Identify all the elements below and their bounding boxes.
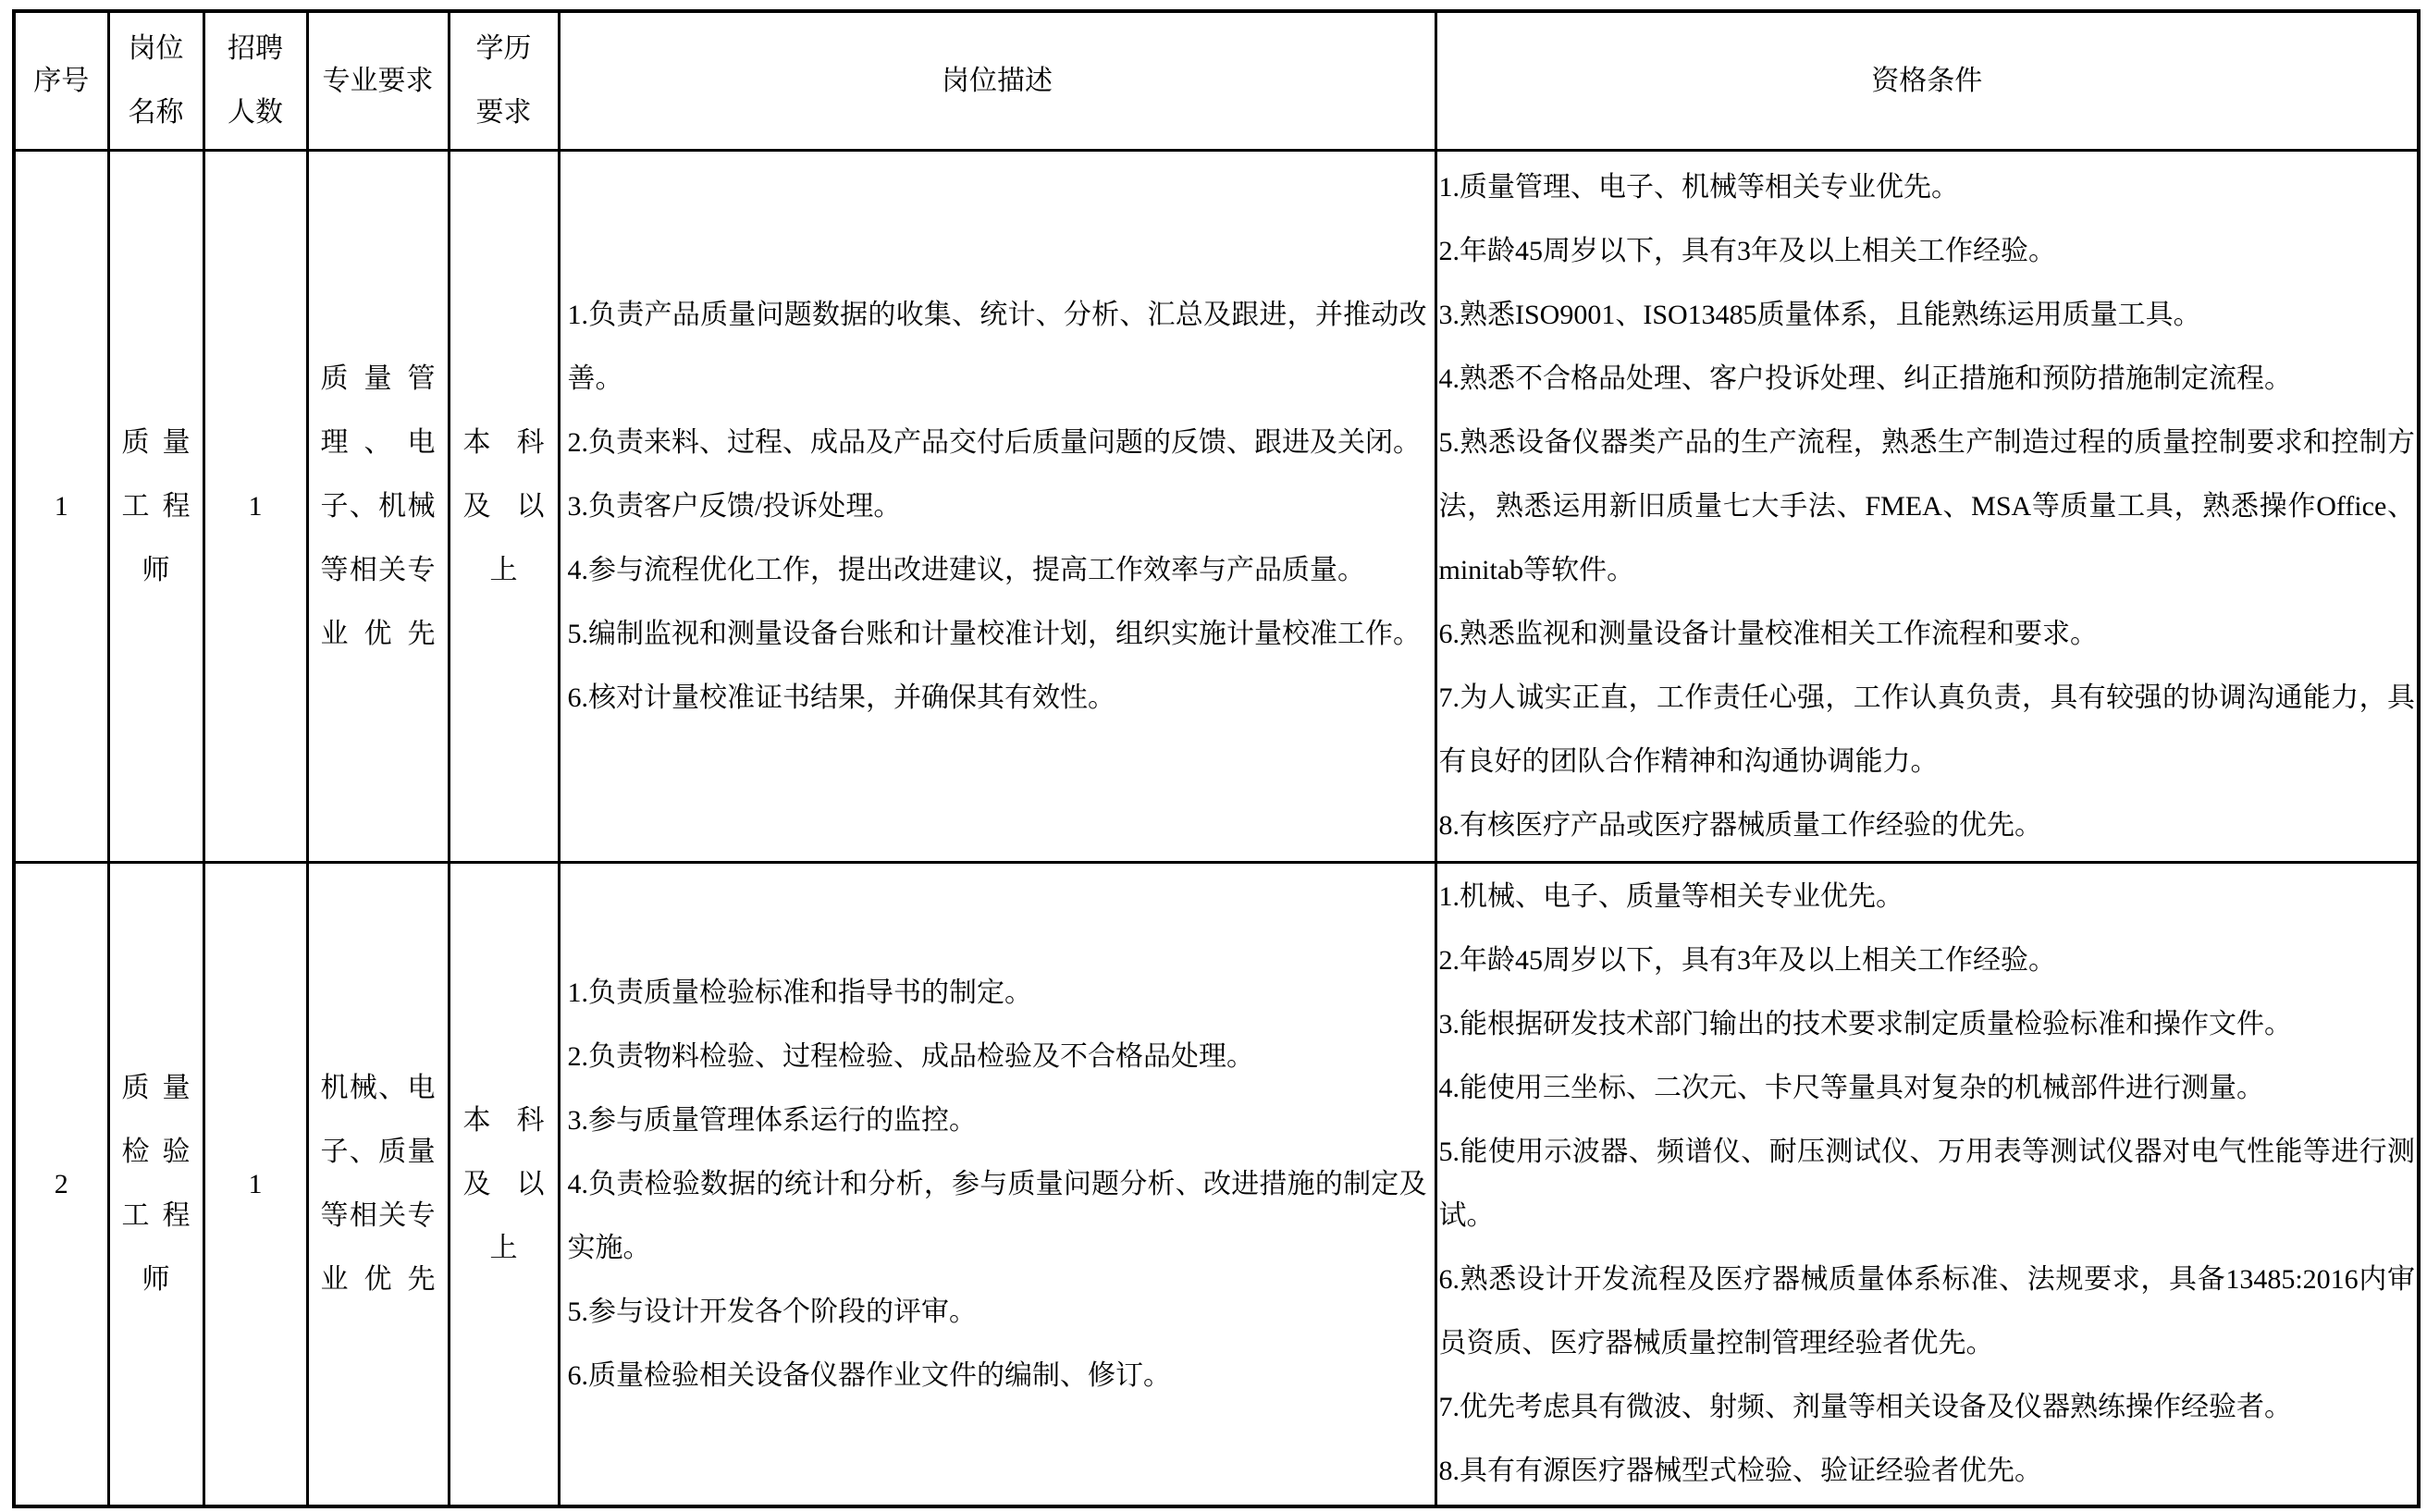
job-description-cell — [559, 862, 1435, 1506]
headcount-value: 1 — [248, 490, 263, 522]
position-name-line: 师 — [142, 554, 170, 585]
header-education-label-line: 学历 — [475, 33, 532, 65]
education-cell — [449, 862, 559, 1506]
qualification-item: 3.能根据研发技术部门输出的技术要求制定质量检验标准和操作文件。 — [1438, 1009, 2292, 1040]
major-requirement-line: 业优先 — [320, 1264, 436, 1296]
major-requirement-line: 子、质量 — [320, 1137, 436, 1168]
header-education-label-line: 要求 — [475, 97, 532, 129]
recruitment-table — [12, 9, 2421, 1508]
job-description-item: 2.负责来料、过程、成品及产品交付后质量问题的反馈、跟进及关闭。 — [567, 426, 1421, 458]
major-requirement-line: 等相关专 — [320, 1200, 436, 1232]
qualification-item: 4.能使用三坐标、二次元、卡尺等量具对复杂的机械部件进行测量。 — [1438, 1073, 2264, 1104]
header-major-cell — [307, 11, 449, 150]
qualifications-cell — [1435, 862, 2419, 1506]
header-qualification-label: 资格条件 — [1871, 65, 1983, 96]
header-qualification-cell — [1435, 11, 2419, 150]
seq-cell — [14, 150, 108, 862]
seq-value: 1 — [54, 490, 68, 522]
header-description-label: 岗位描述 — [942, 65, 1053, 96]
major-requirement-line: 业优先 — [320, 618, 436, 649]
qualification-item: 8.具有有源医疗器械型式检验、验证经验者优先。 — [1438, 1456, 2042, 1487]
position-name-line: 质量 — [121, 1073, 191, 1104]
header-headcount-label-line: 招聘 — [228, 33, 283, 65]
qualification-item: 7.优先考虑具有微波、射频、剂量等相关设备及仪器熟练操作经验者。 — [1438, 1392, 2292, 1423]
header-education-cell — [449, 11, 559, 150]
position-name-line: 质量 — [121, 426, 191, 458]
qualification-item: 1.机械、电子、质量等相关专业优先。 — [1438, 881, 1903, 913]
education-line: 本科 — [462, 1104, 545, 1136]
qualification-item: 3.熟悉ISO9001、ISO13485质量体系，且能熟练运用质量工具。 — [1438, 299, 2201, 330]
position-name-line: 师 — [142, 1264, 170, 1296]
major-requirement-line: 理、电 — [320, 426, 436, 458]
job-description-item: 5.编制监视和测量设备台账和计量校准计划，组织实施计量校准工作。 — [567, 618, 1421, 649]
seq-value: 2 — [54, 1168, 68, 1199]
major-requirement-line: 质量管 — [320, 363, 436, 394]
job-description-item: 4.参与流程优化工作，提出改进建议，提高工作效率与产品质量。 — [567, 554, 1365, 585]
qualification-item: 1.质量管理、电子、机械等相关专业优先。 — [1438, 171, 1959, 203]
job-description-item: 6.核对计量校准证书结果，并确保其有效性。 — [567, 682, 1115, 713]
header-seq-label: 序号 — [33, 65, 90, 96]
qualification-item: 5.能使用示波器、频谱仪、耐压测试仪、万用表等测试仪器对电气性能等进行测试。 — [1438, 1137, 2415, 1232]
header-headcount-label-line: 人数 — [228, 97, 283, 129]
header-position-label-line: 名称 — [128, 97, 184, 129]
major-requirement-line: 子、机械 — [320, 490, 436, 522]
major-requirement-line: 机械、电 — [320, 1073, 436, 1104]
position-name-line: 检验 — [121, 1137, 191, 1168]
qualification-item: 2.年龄45周岁以下，具有3年及以上相关工作经验。 — [1438, 235, 2056, 266]
table-header-row — [14, 11, 2419, 150]
seq-cell — [14, 862, 108, 1506]
header-position-cell — [108, 11, 203, 150]
position-name-cell — [108, 150, 203, 862]
job-description-item: 4.负责检验数据的统计和分析，参与质量问题分析、改进措施的制定及实施。 — [567, 1168, 1427, 1263]
qualification-item: 6.熟悉监视和测量设备计量校准相关工作流程和要求。 — [1438, 618, 2098, 649]
major-requirement-line: 等相关专 — [320, 554, 436, 585]
education-line: 及以 — [462, 1168, 545, 1199]
job-description-item: 3.负责客户反馈/投诉处理。 — [567, 490, 902, 522]
job-description-item: 1.负责质量检验标准和指导书的制定。 — [567, 977, 1032, 1008]
table-row — [14, 150, 2419, 862]
qualification-item: 6.熟悉设计开发流程及医疗器械质量体系标准、法规要求，具备13485:2016内审员资质、医疗器械质量控制管理经验者优先。 — [1438, 1264, 2415, 1359]
qualification-item: 2.年龄45周岁以下，具有3年及以上相关工作经验。 — [1438, 945, 2056, 977]
position-name-line: 工程 — [121, 490, 191, 522]
header-headcount-cell — [203, 11, 307, 150]
headcount-value: 1 — [248, 1168, 263, 1199]
education-line: 上 — [489, 1232, 518, 1263]
headcount-cell — [203, 862, 307, 1506]
qualification-item: 7.为人诚实正直，工作责任心强，工作认真负责，具有较强的协调沟通能力，具有良好的团队合作精神和沟通协调能力。 — [1438, 682, 2415, 777]
position-name-line: 工程 — [121, 1200, 191, 1232]
qualifications-cell — [1435, 150, 2419, 862]
education-line: 上 — [489, 554, 518, 585]
qualification-item: 8.有核医疗产品或医疗器械质量工作经验的优先。 — [1438, 809, 2042, 841]
header-major-label: 专业要求 — [322, 65, 434, 96]
table-row — [14, 862, 2419, 1506]
qualification-item: 5.熟悉设备仪器类产品的生产流程，熟悉生产制造过程的质量控制要求和控制方法，熟悉运用新旧质量七大手法、FMEA、MSA等质量工具，熟悉操作Office、minitab等软件。 — [1438, 426, 2415, 585]
header-seq-cell — [14, 11, 108, 150]
position-name-cell — [108, 862, 203, 1506]
job-description-cell — [559, 150, 1435, 862]
headcount-cell — [203, 150, 307, 862]
qualification-item: 4.熟悉不合格品处理、客户投诉处理、纠正措施和预防措施制定流程。 — [1438, 363, 2292, 394]
job-description-item: 6.质量检验相关设备仪器作业文件的编制、修订。 — [567, 1359, 1171, 1391]
job-description-item: 5.参与设计开发各个阶段的评审。 — [567, 1296, 977, 1327]
job-description-item: 1.负责产品质量问题数据的收集、统计、分析、汇总及跟进，并推动改善。 — [567, 299, 1427, 394]
job-description-item: 2.负责物料检验、过程检验、成品检验及不合格品处理。 — [567, 1040, 1254, 1072]
education-line: 本科 — [462, 426, 545, 458]
header-description-cell — [559, 11, 1435, 150]
header-position-label-line: 岗位 — [128, 33, 184, 65]
major-requirement-cell — [307, 862, 449, 1506]
job-description-item: 3.参与质量管理体系运行的监控。 — [567, 1104, 977, 1136]
major-requirement-cell — [307, 150, 449, 862]
education-cell — [449, 150, 559, 862]
education-line: 及以 — [462, 490, 545, 522]
